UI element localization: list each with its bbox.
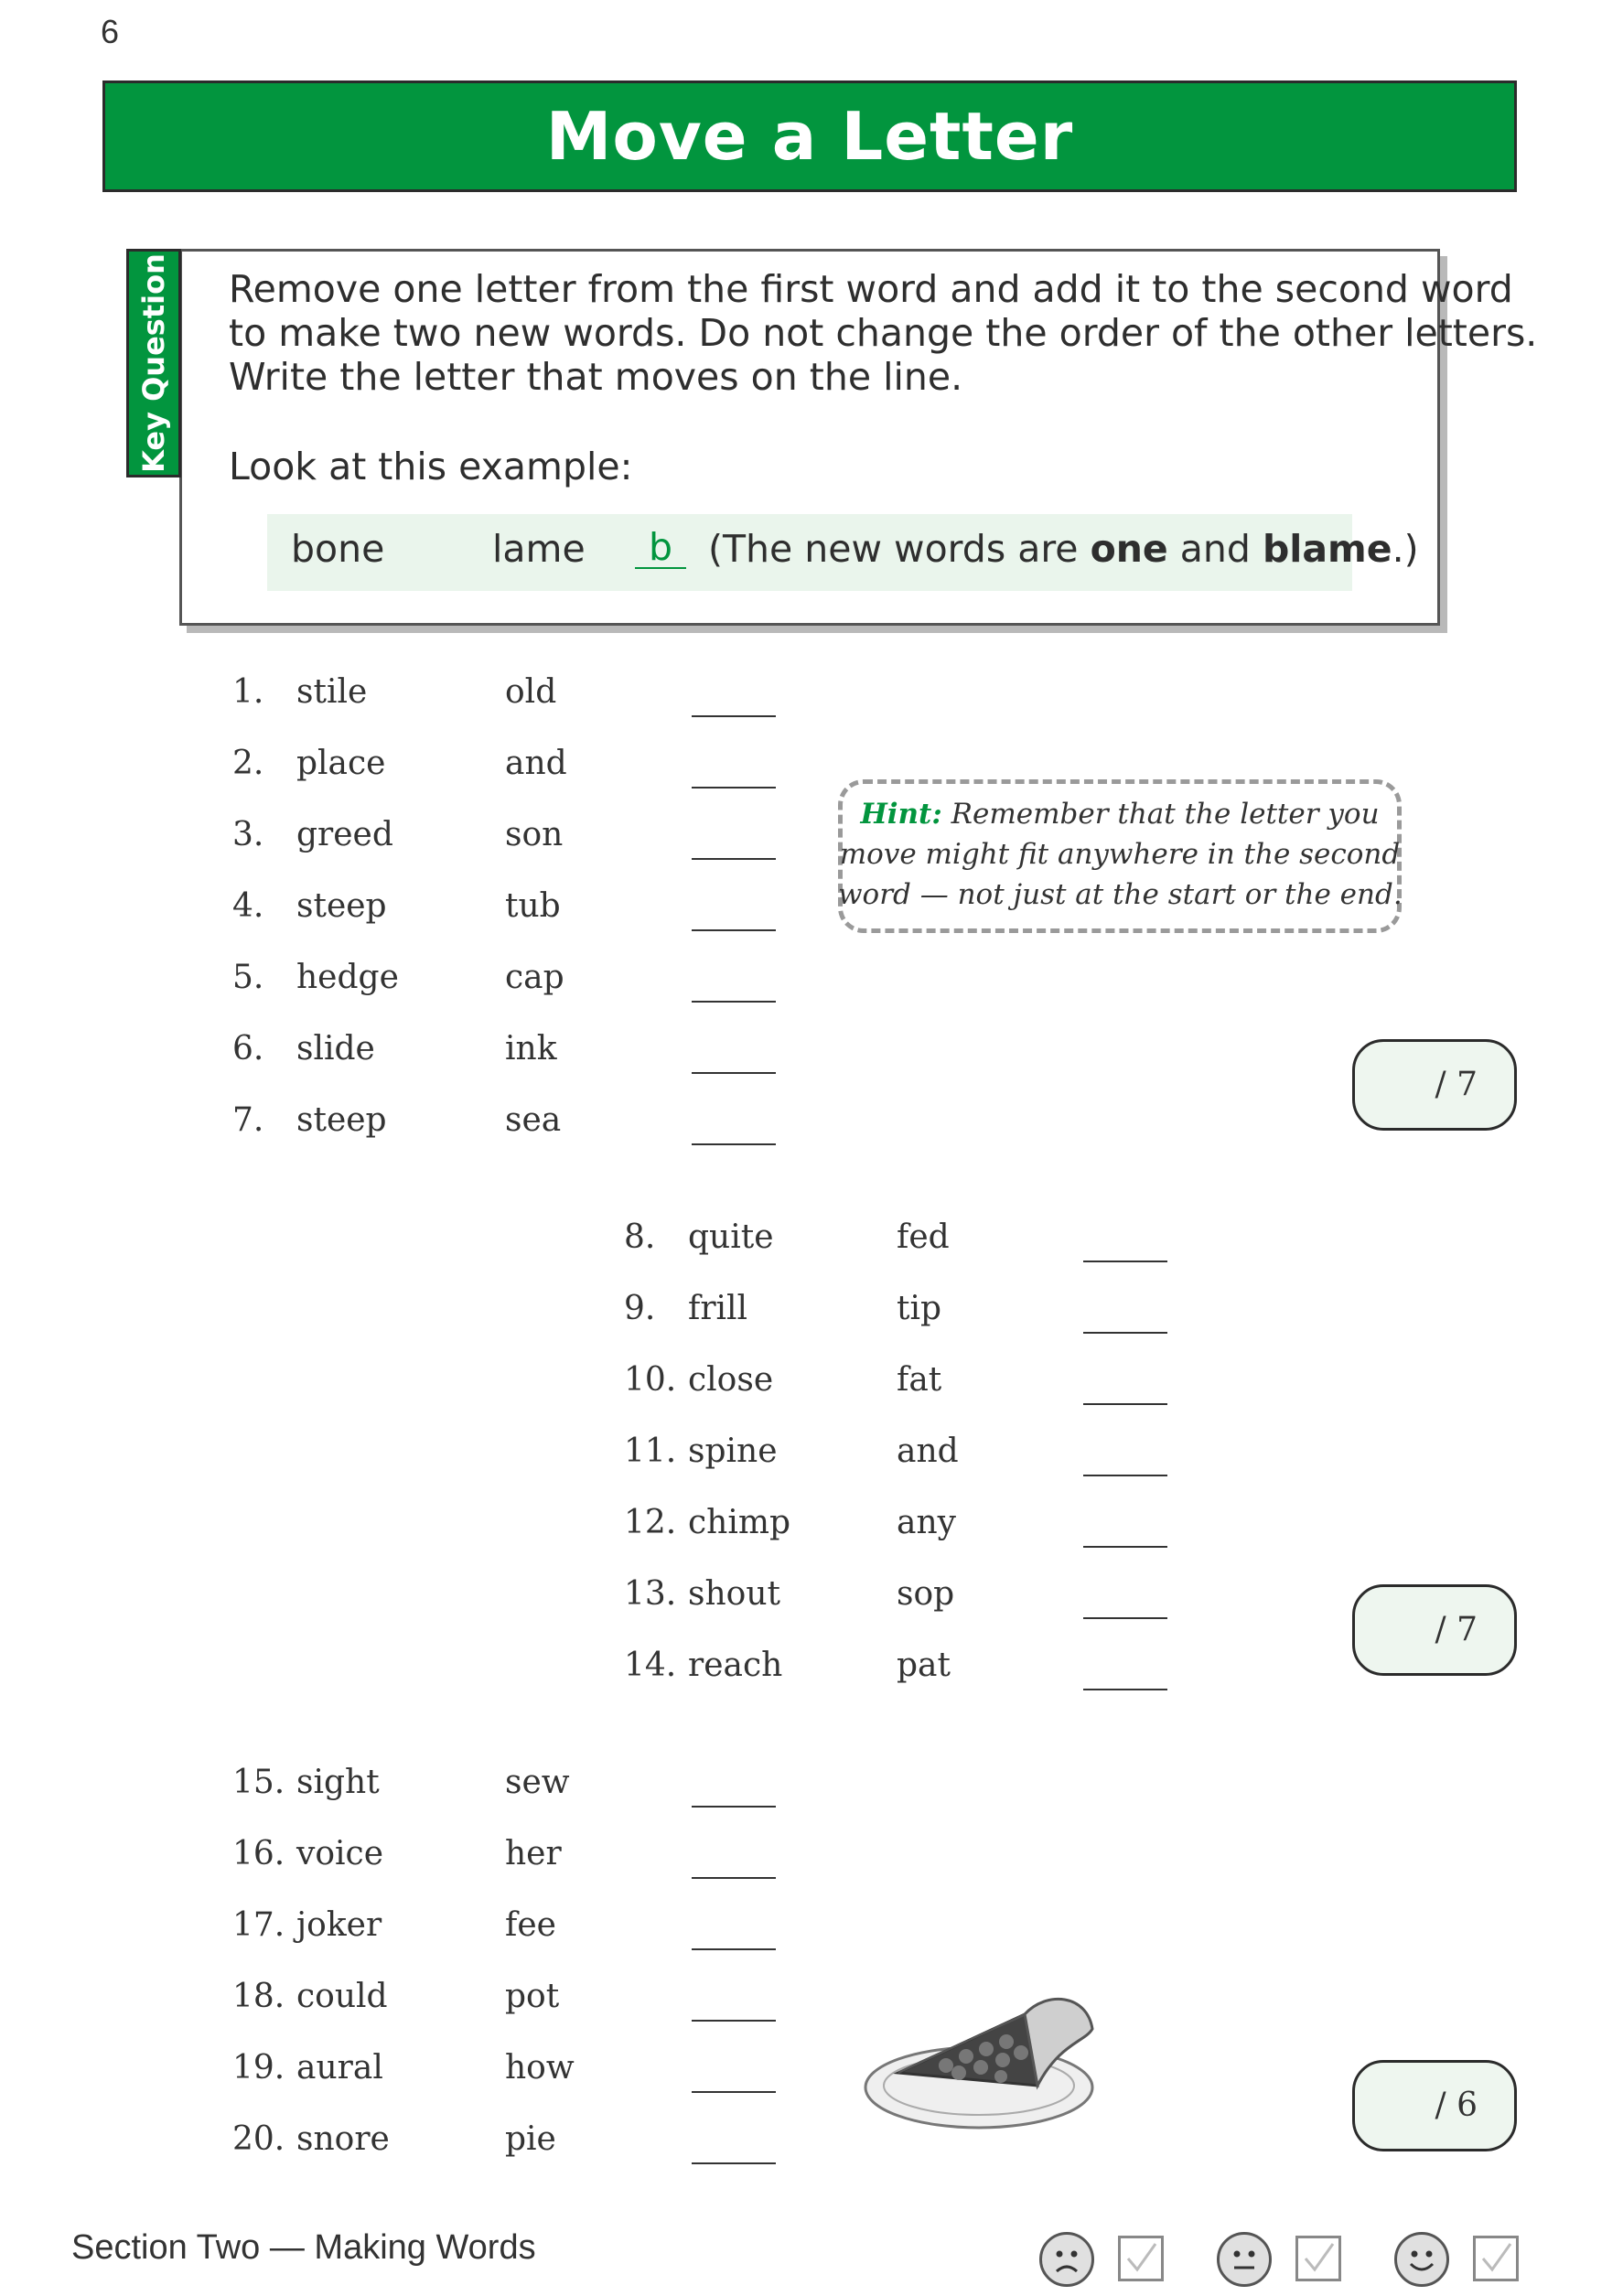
- question-word-2: pie: [505, 2120, 556, 2158]
- question-number: 13.: [624, 1575, 677, 1613]
- score-label: / 7: [1435, 1066, 1478, 1103]
- question-number: 8.: [624, 1218, 656, 1256]
- question-word-1: voice: [296, 1835, 383, 1872]
- question-word-2: her: [505, 1835, 562, 1872]
- example-note-close: .): [1392, 527, 1419, 571]
- question-word-1: frill: [688, 1290, 748, 1327]
- answer-line[interactable]: [692, 1877, 776, 1879]
- tick-box-icon[interactable]: [1473, 2236, 1519, 2281]
- question-number: 16.: [232, 1835, 285, 1872]
- question-word-1: reach: [688, 1647, 783, 1684]
- answer-line[interactable]: [692, 1806, 776, 1808]
- title-banner: [102, 80, 1517, 192]
- question-number: 14.: [624, 1647, 677, 1684]
- question-number: 12.: [624, 1504, 677, 1541]
- page-title: Move a Letter: [545, 98, 1074, 175]
- question-word-1: place: [296, 745, 386, 782]
- tick-box-icon[interactable]: [1295, 2236, 1341, 2281]
- score-box-2[interactable]: [1352, 1584, 1517, 1676]
- answer-line[interactable]: [692, 929, 776, 931]
- question-word-2: how: [505, 2049, 575, 2087]
- example-word-1: bone: [291, 527, 385, 571]
- question-word-2: and: [897, 1432, 959, 1470]
- sad-face-icon[interactable]: [1039, 2232, 1094, 2287]
- key-question-label: Key Question: [136, 253, 172, 473]
- question-word-2: ink: [505, 1030, 557, 1068]
- hint-label: Hint:: [860, 798, 942, 831]
- question-number: 20.: [232, 2120, 285, 2158]
- question-number: 7.: [232, 1101, 264, 1139]
- pie-illustration-icon: [864, 1978, 1102, 2133]
- score-box-1[interactable]: [1352, 1039, 1517, 1131]
- hint-line-3: word — not just at the start or the end.: [838, 878, 1403, 911]
- question-word-1: chimp: [688, 1504, 791, 1541]
- question-word-2: tip: [897, 1290, 942, 1327]
- question-word-1: steep: [296, 887, 387, 925]
- question-word-2: tub: [505, 887, 561, 925]
- question-word-1: greed: [296, 816, 393, 853]
- question-word-1: stile: [296, 673, 368, 711]
- example-intro: Look at this example:: [229, 445, 633, 488]
- question-word-1: snore: [296, 2120, 390, 2158]
- footer-section-title: Section Two — Making Words: [71, 2228, 536, 2267]
- example-note-open: (The new words are: [708, 527, 1091, 571]
- question-word-2: son: [505, 816, 564, 853]
- question-word-2: any: [897, 1504, 956, 1541]
- tick-box-icon[interactable]: [1118, 2236, 1164, 2281]
- question-word-2: pot: [505, 1978, 560, 2015]
- instruction-line-3: Write the letter that moves on the line.: [229, 355, 963, 399]
- question-word-1: quite: [688, 1218, 774, 1256]
- example-note-and: and: [1167, 527, 1263, 571]
- answer-line[interactable]: [1083, 1261, 1167, 1262]
- answer-line[interactable]: [692, 1948, 776, 1950]
- question-word-1: joker: [296, 1906, 382, 1944]
- question-number: 17.: [232, 1906, 285, 1944]
- answer-line[interactable]: [1083, 1475, 1167, 1476]
- answer-line[interactable]: [692, 858, 776, 860]
- question-number: 18.: [232, 1978, 285, 2015]
- example-answer: b: [635, 527, 686, 569]
- question-number: 10.: [624, 1361, 677, 1399]
- score-box-3[interactable]: [1352, 2060, 1517, 2151]
- question-number: 11.: [624, 1432, 677, 1470]
- answer-line[interactable]: [692, 787, 776, 789]
- question-word-2: fed: [897, 1218, 950, 1256]
- answer-line[interactable]: [692, 715, 776, 717]
- question-word-2: sea: [505, 1101, 562, 1139]
- question-word-2: sop: [897, 1575, 955, 1613]
- answer-line[interactable]: [692, 2020, 776, 2022]
- example-note: [708, 527, 1419, 571]
- question-word-1: aural: [296, 2049, 383, 2087]
- question-word-1: slide: [296, 1030, 375, 1068]
- score-label: / 7: [1435, 1611, 1478, 1648]
- score-label: / 6: [1435, 2087, 1478, 2124]
- question-number: 15.: [232, 1764, 285, 1801]
- example-note-word-1: one: [1090, 527, 1168, 571]
- question-number: 9.: [624, 1290, 656, 1327]
- question-number: 6.: [232, 1030, 264, 1068]
- answer-line[interactable]: [692, 1072, 776, 1074]
- question-word-1: sight: [296, 1764, 380, 1801]
- hint-line-2: move might fit anywhere in the second: [839, 838, 1401, 871]
- page-number: 6: [101, 13, 120, 50]
- answer-line[interactable]: [1083, 1403, 1167, 1405]
- question-word-1: spine: [688, 1432, 778, 1470]
- hint-text-1: Remember that the letter you: [941, 798, 1380, 831]
- question-word-2: fat: [897, 1361, 942, 1399]
- question-number: 3.: [232, 816, 264, 853]
- question-word-2: sew: [505, 1764, 570, 1801]
- question-number: 4.: [232, 887, 264, 925]
- hint-line-1: [838, 798, 1402, 831]
- instruction-line-2: to make two new words. Do not change the order of the other letters.: [229, 311, 1538, 355]
- question-word-1: shout: [688, 1575, 780, 1613]
- question-word-2: cap: [505, 959, 564, 996]
- question-word-1: steep: [296, 1101, 387, 1139]
- instruction-line-1: Remove one letter from the first word and add it to the second word: [229, 267, 1513, 311]
- question-number: 19.: [232, 2049, 285, 2087]
- answer-line[interactable]: [1083, 1546, 1167, 1548]
- answer-line[interactable]: [1083, 1689, 1167, 1690]
- question-number: 1.: [232, 673, 264, 711]
- question-number: 2.: [232, 745, 264, 782]
- answer-line[interactable]: [1083, 1617, 1167, 1619]
- answer-line[interactable]: [692, 1143, 776, 1145]
- question-word-2: and: [505, 745, 567, 782]
- question-word-2: old: [505, 673, 557, 711]
- question-word-2: fee: [505, 1906, 556, 1944]
- question-number: 5.: [232, 959, 264, 996]
- answer-line[interactable]: [1083, 1332, 1167, 1334]
- answer-line[interactable]: [692, 1001, 776, 1003]
- question-word-1: hedge: [296, 959, 399, 996]
- key-question-tab: [126, 249, 181, 477]
- question-word-1: close: [688, 1361, 774, 1399]
- example-note-word-2: blame: [1262, 527, 1392, 571]
- question-word-1: could: [296, 1978, 388, 2015]
- neutral-face-icon[interactable]: [1217, 2232, 1272, 2287]
- question-word-2: pat: [897, 1647, 951, 1684]
- answer-line[interactable]: [692, 2091, 776, 2093]
- example-word-2: lame: [492, 527, 586, 571]
- happy-face-icon[interactable]: [1394, 2232, 1449, 2287]
- answer-line[interactable]: [692, 2162, 776, 2164]
